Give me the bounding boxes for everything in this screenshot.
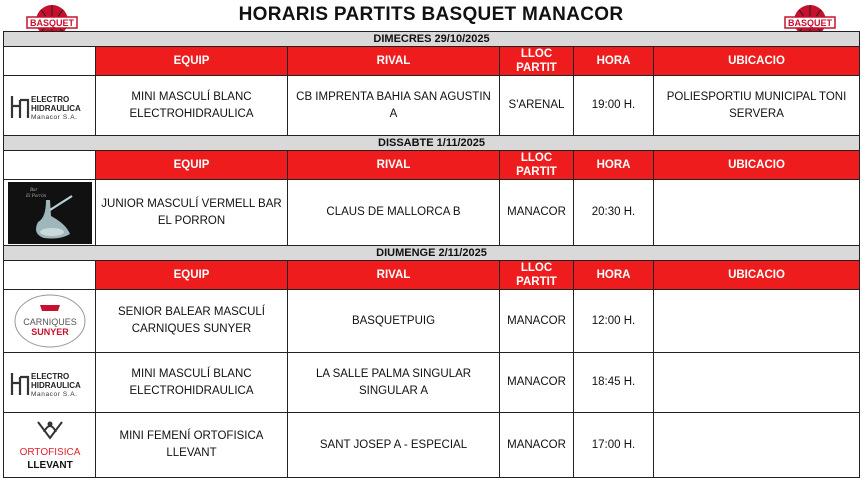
rival-name: CLAUS DE MALLORCA B [288, 180, 500, 246]
match-location [654, 180, 860, 246]
team-name: MINI MASCULÍ BLANC ELECTROHIDRAULICA [96, 353, 288, 413]
column-header-row [4, 47, 860, 76]
team-name: JUNIOR MASCULÍ VERMELL BAR EL PORRON [96, 180, 288, 246]
header-hora: HORA [574, 151, 654, 180]
match-location [654, 290, 860, 353]
header-lloc: LLOC PARTIT [500, 261, 574, 290]
match-venue: MANACOR [500, 180, 574, 246]
day-label: DIUMENGE 2/11/2025 [4, 246, 860, 261]
column-header-row [4, 151, 860, 180]
electro-hidraulica-logo-icon [8, 363, 92, 403]
header-equip: EQUIP [96, 47, 288, 76]
bar-el-porron-logo-icon [8, 182, 92, 244]
header-hora: HORA [574, 261, 654, 290]
match-venue: MANACOR [500, 353, 574, 413]
sponsor-text-line: HIDRAULICA [30, 103, 81, 113]
sponsor-logo [4, 353, 96, 413]
sponsor-logo [4, 76, 96, 136]
sponsor-text-line: SUNYER [30, 327, 69, 337]
sponsor-text-line: HIDRAULICA [30, 380, 81, 390]
day-label: DIMECRES 29/10/2025 [4, 32, 860, 47]
rival-name: LA SALLE PALMA SINGULAR SINGULAR A [288, 353, 500, 413]
sponsor-text-line: LLEVANT [26, 460, 73, 471]
team-name: SENIOR BALEAR MASCULÍ CARNIQUES SUNYER [96, 290, 288, 353]
header-blank [4, 261, 96, 290]
header-equip: EQUIP [96, 151, 288, 180]
match-location: POLIESPORTIU MUNICIPAL TONI SERVERA [654, 76, 860, 136]
rival-name: CB IMPRENTA BAHIA SAN AGUSTIN A [288, 76, 500, 136]
day-label: DISSABTE 1/11/2025 [4, 136, 860, 151]
header-blank [4, 47, 96, 76]
match-venue: MANACOR [500, 290, 574, 353]
ortofisica-llevant-logo-icon [8, 416, 92, 474]
sponsor-logo [4, 413, 96, 478]
team-name: MINI MASCULÍ BLANC ELECTROHIDRAULICA [96, 76, 288, 136]
header-lloc: LLOC PARTIT [500, 151, 574, 180]
match-row [4, 353, 860, 413]
day-row [4, 32, 860, 47]
match-time: 12:00 H. [574, 290, 654, 353]
match-location [654, 353, 860, 413]
header-ubicacio: UBICACIO [654, 151, 860, 180]
column-header-row [4, 261, 860, 290]
electro-hidraulica-logo-icon [8, 86, 92, 126]
header-rival: RIVAL [288, 151, 500, 180]
sponsor-text-line: ELECTRO [30, 371, 69, 381]
sponsor-text-line: CARNIQUES [22, 317, 77, 327]
match-venue: S'ARENAL [500, 76, 574, 136]
header-hora: HORA [574, 47, 654, 76]
day-row [4, 136, 860, 151]
header-lloc: LLOC PARTIT [500, 47, 574, 76]
match-row [4, 76, 860, 136]
match-venue: MANACOR [500, 413, 574, 478]
rival-name: SANT JOSEP A - ESPECIAL [288, 413, 500, 478]
sponsor-text-line: Manacor S.A. [30, 113, 78, 121]
header-rival: RIVAL [288, 47, 500, 76]
team-name: MINI FEMENÍ ORTOFISICA LLEVANT [96, 413, 288, 478]
match-time: 17:00 H. [574, 413, 654, 478]
sponsor-logo [4, 180, 96, 246]
rival-name: BASQUETPUIG [288, 290, 500, 353]
match-row [4, 180, 860, 246]
match-time: 19:00 H. [574, 76, 654, 136]
match-time: 20:30 H. [574, 180, 654, 246]
carniques-sunyer-logo-icon [12, 293, 88, 349]
sponsor-text-line: ORTOFISICA [19, 447, 80, 458]
day-row [4, 246, 860, 261]
sponsor-logo [4, 290, 96, 353]
match-row [4, 290, 860, 353]
logo-text: BASQUET [787, 18, 833, 28]
header-ubicacio: UBICACIO [654, 261, 860, 290]
header-equip: EQUIP [96, 261, 288, 290]
header-ubicacio: UBICACIO [654, 47, 860, 76]
page-title: HORARIS PARTITS BASQUET MANACOR [238, 4, 624, 25]
header-blank [4, 151, 96, 180]
header-rival: RIVAL [288, 261, 500, 290]
match-location [654, 413, 860, 478]
logo-text: BASQUET [29, 18, 75, 28]
match-row [4, 413, 860, 478]
sponsor-text-line: El Porrón [25, 193, 46, 199]
sponsor-text-line: ELECTRO [30, 94, 69, 104]
match-time: 18:45 H. [574, 353, 654, 413]
sponsor-text-line: Bar [29, 187, 37, 193]
sponsor-text-line: Manacor S.A. [30, 390, 78, 398]
schedule-table [3, 31, 860, 478]
